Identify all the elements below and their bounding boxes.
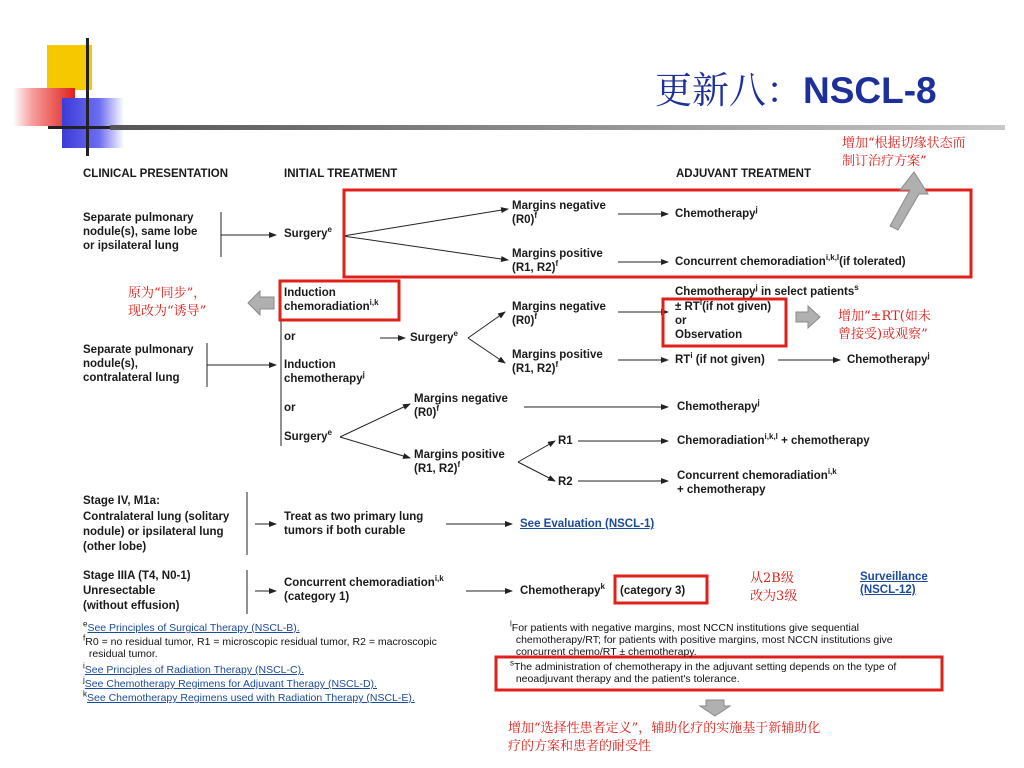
footnote-e: $^e$See Principles of Surgical Therapy (NSCL-B).: [83, 619, 300, 634]
margins-neg-row3: Margins negative $(R0)^f$: [414, 393, 508, 419]
surgery-row1: Surgery$^e$: [284, 225, 332, 240]
footnote-e-link[interactable]: See Principles of Surgical Therapy (NSCL-B).: [87, 622, 300, 634]
footnote-k-link[interactable]: See Chemotherapy Regimens used with Radiation Therapy (NSCL-E).: [87, 692, 415, 704]
or-2: or: [675, 315, 687, 327]
presentation-1-line2: nodule(s), same lobe: [83, 226, 198, 238]
footnote-f: $^f$R0 = no residual tumor, R1 = microscopic residual tumor, R2 = macroscopic residual tumor.: [83, 633, 437, 660]
annotation-4: 从2B级 改为3级: [750, 571, 798, 604]
footnote-j-link[interactable]: See Chemotherapy Regimens for Adjuvant Therapy (NSCL-D).: [84, 678, 377, 690]
header-clinical: CLINICAL PRESENTATION: [83, 168, 229, 180]
title-cn: 更新八：: [655, 69, 803, 112]
chemorad-plus-chemo: Chemoradiation$^{i,k,l}$ + chemotherapy: [677, 432, 870, 447]
annotation-2: 原为“同步”， 现改为“诱导”: [128, 286, 207, 319]
induction-chemorad: Induction chemoradiation$^{i,k}$: [284, 287, 379, 313]
presentation-4-line2: Unresectable: [83, 585, 156, 597]
footnote-j: $^j$See Chemotherapy Regimens for Adjuvant Therapy (NSCL-D).: [83, 675, 377, 690]
or-1: or: [284, 331, 296, 343]
induction-chemo: Induction chemotherapy$^j$: [284, 359, 365, 385]
header-initial: INITIAL TREATMENT: [284, 168, 398, 180]
surgery-row2b: Surgery$^e$: [284, 428, 332, 443]
presentation-3-line3: nodule) or ipsilateral lung: [83, 526, 224, 538]
presentation-3-line1: Stage IV, M1a:: [83, 495, 160, 507]
r2-label: R2: [558, 476, 573, 488]
concurrent-plus-chemo: Concurrent chemoradiation$^{i,k}$ + chemotherapy: [677, 467, 837, 496]
title-en: NSCL-8: [803, 70, 937, 111]
category-3: (category 3): [620, 585, 686, 597]
pm-rt: ± $RT^i(if$ not given): [675, 298, 772, 313]
presentation-3-line4: (other lobe): [83, 541, 147, 553]
presentation-4-line3: (without effusion): [83, 600, 180, 612]
presentation-4-line1: Stage IIIA (T4, N0-1): [83, 570, 191, 582]
footnote-l: $^l$For patients with negative margins, most NCCN institutions give sequential chemotherapy/RT; for patients with positive margins, most NCCN institutions give concurrent chemo/RT ± chemotherapy.: [510, 619, 893, 658]
annotation-3: 增加“±RT(如未 曾接受)或观察”: [838, 309, 931, 342]
header-adjuvant: ADJUVANT TREATMENT: [676, 168, 812, 180]
footnote-i-link[interactable]: See Principles of Radiation Therapy (NSCL-C).: [84, 664, 305, 676]
chemo-select-patients: Chemotherapy$^j$ in select patients$^s$: [675, 283, 859, 298]
adjuvant-concurrent-row1: Concurrent chemoradiation$^{i,k,l}$(if tolerated): [675, 253, 906, 268]
r1-label: R1: [558, 435, 573, 447]
footnote-s: $^s$The administration of chemotherapy in the adjuvant setting depends on the type of neoadjuvant therapy and the patient's tolerance.: [510, 658, 897, 685]
observation: Observation: [675, 329, 743, 341]
chemo-after-rt: Chemotherapy$^j$: [847, 351, 930, 366]
margins-neg-row1: Margins negative $(R0)^f$: [512, 200, 606, 226]
footnote-k: $^k$See Chemotherapy Regimens used with Radiation Therapy (NSCL-E).: [83, 689, 415, 704]
surgery-row2: Surgery$^e$: [410, 329, 458, 344]
presentation-1-line1: Separate pulmonary: [83, 212, 194, 224]
margins-pos-row1: Margins positive (R1, R2)$^f$: [512, 248, 603, 274]
presentation-2-line1: Separate pulmonary: [83, 344, 194, 356]
margins-pos-row2: Margins positive (R1, R2)$^f$: [512, 349, 603, 375]
chemo-row3: Chemotherapy$^j$: [677, 398, 760, 413]
presentation-3-line2: Contralateral lung (solitary: [83, 511, 230, 523]
presentation-2-line2: nodule(s),: [83, 358, 138, 370]
surveillance-link[interactable]: Surveillance (NSCL-12): [860, 571, 928, 596]
margins-pos-row3: Margins positive (R1, R2)$^f$: [414, 449, 505, 475]
footnote-i: $^i$See Principles of Radiation Therapy (NSCL-C).: [83, 661, 305, 676]
concurrent-cat1: Concurrent chemoradiation$^{i,k}$ (category 1): [284, 574, 444, 603]
adjuvant-chemo-row1: Chemotherapy$^j$: [675, 205, 758, 220]
annotation-1: 增加“根据切缘状态而 制订治疗方案”: [842, 136, 966, 169]
presentation-2-line3: contralateral lung: [83, 372, 180, 384]
annotation-5: 增加“选择性患者定义”，辅助化疗的实施基于新辅助化 疗的方案和患者的耐受性: [508, 721, 821, 754]
or-3: or: [284, 402, 296, 414]
presentation-1-line3: or ipsilateral lung: [83, 240, 179, 252]
see-evaluation-link[interactable]: See Evaluation (NSCL-1): [520, 518, 655, 530]
rt-if-not-given: $RT^i$ (if not given): [675, 351, 765, 366]
treat-two-primary: Treat as two primary lung tumors if both curable: [284, 511, 424, 537]
margins-neg-row2: Margins negative $(R0)^f$: [512, 301, 606, 327]
chemo-row4: Chemotherapy$^k$: [520, 582, 605, 597]
